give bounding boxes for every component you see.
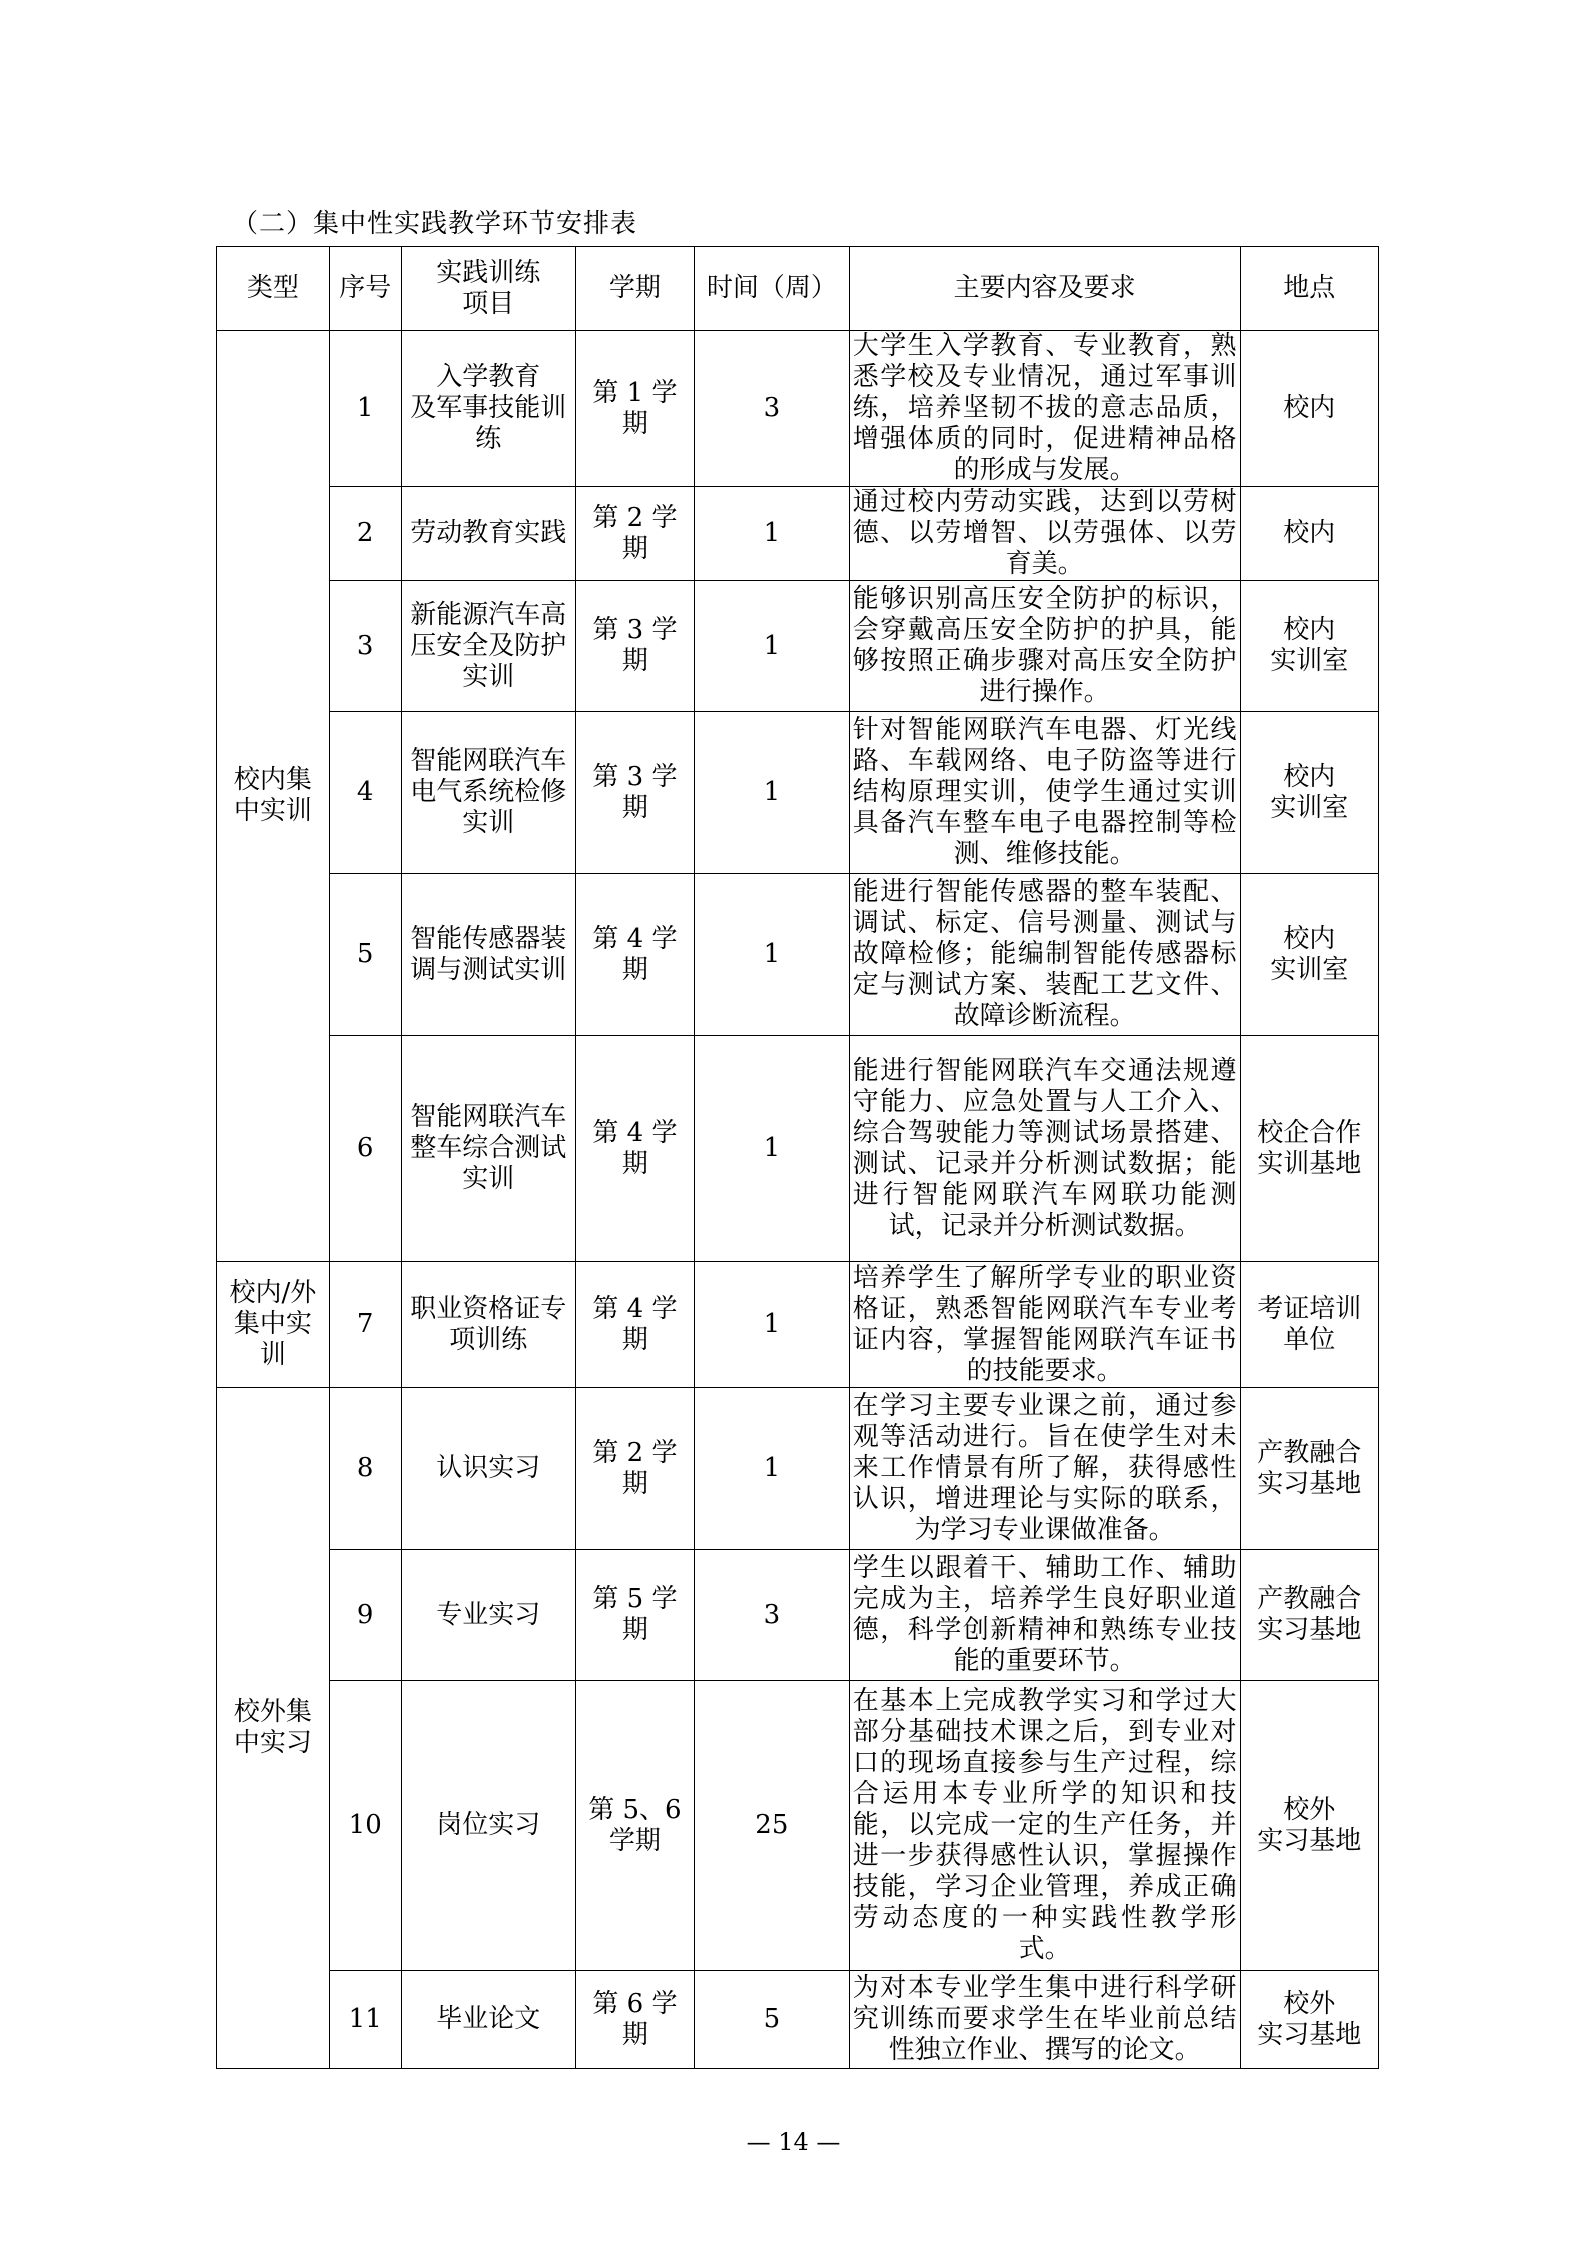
cell-weeks: 25 (694, 1681, 849, 1971)
cell-semester: 第 4 学期 (575, 1036, 694, 1262)
cell-weeks: 3 (694, 331, 849, 487)
header-project-text: 实践训练 项目 (436, 257, 541, 319)
header-row (217, 247, 1379, 331)
cell-location: 产教融合 实习基地 (1240, 1388, 1378, 1550)
cell-project: 专业实习 (401, 1550, 575, 1681)
table-row (217, 487, 1379, 581)
cell-project: 智能网联汽车 整车综合测试 实训 (401, 1036, 575, 1262)
table-row (217, 581, 1379, 712)
header-semester: 学期 (575, 247, 694, 331)
cell-type: 校内/外 集中实 训 (217, 1262, 330, 1388)
cell-no: 8 (329, 1388, 401, 1550)
table-row (217, 1681, 1379, 1971)
cell-project: 劳动教育实践 (401, 487, 575, 581)
cell-weeks: 1 (694, 487, 849, 581)
cell-content: 能进行智能网联汽车交通法规遵守能力、应急处置与人工介入、综合驾驶能力等测试场景搭建、测试、记录并分析测试数据；能进行智能网联汽车网联功能测试，记录并分析测试数据。 (849, 1036, 1240, 1262)
cell-no: 9 (329, 1550, 401, 1681)
cell-weeks: 1 (694, 712, 849, 874)
cell-no: 4 (329, 712, 401, 874)
cell-weeks: 1 (694, 1262, 849, 1388)
cell-semester: 第 5 学期 (575, 1550, 694, 1681)
cell-semester: 第 6 学期 (575, 1971, 694, 2069)
cell-content: 培养学生了解所学专业的职业资格证，熟悉智能网联汽车专业考证内容，掌握智能网联汽车证书的技能要求。 (849, 1262, 1240, 1388)
cell-location: 考证培训 单位 (1240, 1262, 1378, 1388)
table-row (217, 1550, 1379, 1681)
cell-no: 1 (329, 331, 401, 487)
table-row (217, 1971, 1379, 2069)
table-row (217, 1262, 1379, 1388)
cell-content: 在基本上完成教学实习和学过大部分基础技术课之后，到专业对口的现场直接参与生产过程，综合运用本专业所学的知识和技能，以完成一定的生产任务，并进一步获得感性认识，掌握操作技能，学习企业管理，养成正确劳动态度的一种实践性教学形式。 (849, 1681, 1240, 1971)
cell-weeks: 1 (694, 874, 849, 1036)
cell-location: 校内 实训室 (1240, 581, 1378, 712)
cell-location: 校外 实习基地 (1240, 1681, 1378, 1971)
cell-semester: 第 3 学期 (575, 712, 694, 874)
cell-type: 校外集 中实习 (217, 1388, 330, 2069)
cell-content: 针对智能网联汽车电器、灯光线路、车载网络、电子防盗等进行结构原理实训，使学生通过实训具备汽车整车电子电器控制等检测、维修技能。 (849, 712, 1240, 874)
cell-semester: 第 5、6 学期 (575, 1681, 694, 1971)
cell-content: 能够识别高压安全防护的标识，会穿戴高压安全防护的护具，能够按照正确步骤对高压安全防护进行操作。 (849, 581, 1240, 712)
page-number: — 14 — (746, 2128, 841, 2156)
header-weeks: 时间（周） (694, 247, 849, 331)
cell-weeks: 1 (694, 1388, 849, 1550)
cell-project: 智能传感器装 调与测试实训 (401, 874, 575, 1036)
cell-no: 3 (329, 581, 401, 712)
cell-location: 校外 实习基地 (1240, 1971, 1378, 2069)
table-row (217, 874, 1379, 1036)
cell-semester: 第 1 学期 (575, 331, 694, 487)
cell-location: 校内 实训室 (1240, 874, 1378, 1036)
header-location: 地点 (1240, 247, 1378, 331)
cell-semester: 第 4 学期 (575, 1262, 694, 1388)
cell-project: 智能网联汽车 电气系统检修 实训 (401, 712, 575, 874)
cell-location: 产教融合 实习基地 (1240, 1550, 1378, 1681)
practice-schedule-table (216, 246, 1379, 2069)
table-row (217, 1036, 1379, 1262)
cell-semester: 第 3 学期 (575, 581, 694, 712)
cell-no: 6 (329, 1036, 401, 1262)
cell-project: 毕业论文 (401, 1971, 575, 2069)
cell-content: 学生以跟着干、辅助工作、辅助完成为主，培养学生良好职业道德，科学创新精神和熟练专业技能的重要环节。 (849, 1550, 1240, 1681)
cell-location: 校内 (1240, 487, 1378, 581)
cell-location: 校企合作 实训基地 (1240, 1036, 1378, 1262)
cell-weeks: 1 (694, 581, 849, 712)
cell-type: 校内集 中实训 (217, 331, 330, 1262)
header-project (401, 247, 575, 331)
cell-no: 7 (329, 1262, 401, 1388)
cell-no: 10 (329, 1681, 401, 1971)
cell-semester: 第 4 学期 (575, 874, 694, 1036)
cell-content: 在学习主要专业课之前，通过参观等活动进行。旨在使学生对未来工作情景有所了解，获得感性认识，增进理论与实际的联系，为学习专业课做准备。 (849, 1388, 1240, 1550)
cell-semester: 第 2 学期 (575, 1388, 694, 1550)
cell-semester: 第 2 学期 (575, 487, 694, 581)
cell-project: 岗位实习 (401, 1681, 575, 1971)
cell-content: 通过校内劳动实践，达到以劳树德、以劳增智、以劳强体、以劳育美。 (849, 487, 1240, 581)
cell-project: 入学教育 及军事技能训 练 (401, 331, 575, 487)
cell-weeks: 5 (694, 1971, 849, 2069)
cell-weeks: 1 (694, 1036, 849, 1262)
cell-no: 11 (329, 1971, 401, 2069)
cell-location: 校内 实训室 (1240, 712, 1378, 874)
table-caption: （二）集中性实践教学环节安排表 (232, 209, 638, 239)
cell-no: 5 (329, 874, 401, 1036)
cell-no: 2 (329, 487, 401, 581)
table-row (217, 712, 1379, 874)
cell-project: 认识实习 (401, 1388, 575, 1550)
header-type: 类型 (217, 247, 330, 331)
table-body (217, 331, 1379, 2069)
cell-location: 校内 (1240, 331, 1378, 487)
cell-content: 为对本专业学生集中进行科学研究训练而要求学生在毕业前总结性独立作业、撰写的论文。 (849, 1971, 1240, 2069)
header-no: 序号 (329, 247, 401, 331)
table-row (217, 1388, 1379, 1550)
cell-project: 新能源汽车高 压安全及防护 实训 (401, 581, 575, 712)
cell-content: 能进行智能传感器的整车装配、调试、标定、信号测量、测试与故障检修；能编制智能传感器标定与测试方案、装配工艺文件、故障诊断流程。 (849, 874, 1240, 1036)
header-content: 主要内容及要求 (849, 247, 1240, 331)
cell-project: 职业资格证专 项训练 (401, 1262, 575, 1388)
table-row (217, 331, 1379, 487)
cell-content: 大学生入学教育、专业教育，熟悉学校及专业情况，通过军事训练，培养坚韧不拔的意志品质，增强体质的同时，促进精神品格的形成与发展。 (849, 331, 1240, 487)
cell-weeks: 3 (694, 1550, 849, 1681)
